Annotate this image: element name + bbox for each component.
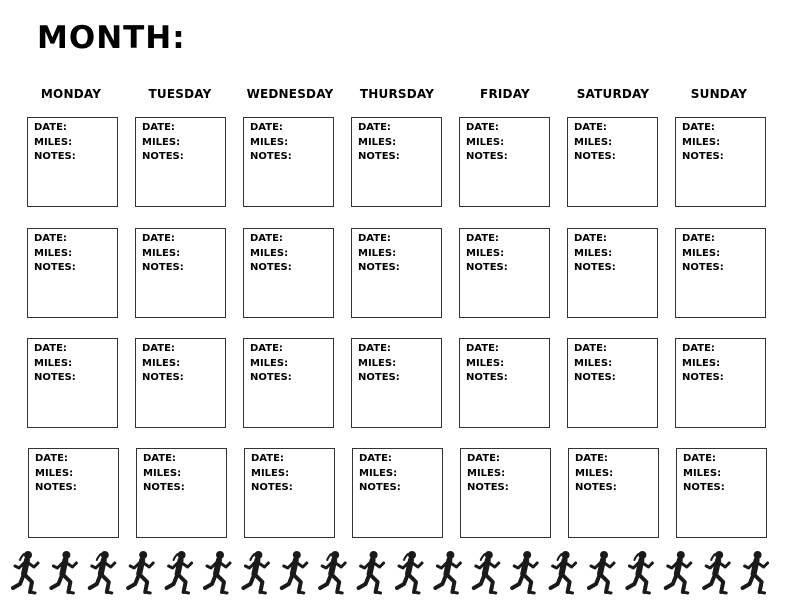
miles-label: MILES: <box>251 467 290 479</box>
miles-label: MILES: <box>574 357 613 369</box>
date-label: DATE: <box>358 343 391 354</box>
day-cell[interactable] <box>460 448 551 538</box>
miles-label: MILES: <box>466 357 505 369</box>
miles-label: MILES: <box>250 247 289 259</box>
miles-label: MILES: <box>359 467 398 479</box>
notes-label: NOTES: <box>358 372 400 383</box>
day-cell[interactable] <box>351 228 442 318</box>
day-cell[interactable] <box>567 338 658 428</box>
date-label: DATE: <box>143 453 176 464</box>
date-label: DATE: <box>574 233 607 244</box>
notes-label: NOTES: <box>250 151 292 162</box>
notes-label: NOTES: <box>358 151 400 162</box>
day-header-wednesday: WEDNESDAY <box>246 87 334 101</box>
runner-icon <box>205 551 230 593</box>
runner-icon <box>589 551 614 593</box>
miles-label: MILES: <box>574 136 613 148</box>
notes-label: NOTES: <box>34 151 76 162</box>
runner-border <box>0 548 794 603</box>
miles-label: MILES: <box>682 136 721 148</box>
day-cell[interactable] <box>675 228 766 318</box>
date-label: DATE: <box>466 343 499 354</box>
runner-icon <box>282 551 307 593</box>
day-header-thursday: THURSDAY <box>359 87 435 101</box>
date-label: DATE: <box>683 453 716 464</box>
date-label: DATE: <box>682 233 715 244</box>
runner-icon <box>359 551 384 593</box>
date-label: DATE: <box>358 122 391 133</box>
runner-icon <box>243 551 268 593</box>
day-cell[interactable] <box>135 338 226 428</box>
day-cell[interactable] <box>244 448 335 538</box>
miles-label: MILES: <box>358 357 397 369</box>
date-label: DATE: <box>682 343 715 354</box>
date-label: DATE: <box>142 343 175 354</box>
notes-label: NOTES: <box>34 372 76 383</box>
day-cell[interactable] <box>243 117 334 207</box>
notes-label: NOTES: <box>467 482 509 493</box>
notes-label: NOTES: <box>143 482 185 493</box>
miles-label: MILES: <box>467 467 506 479</box>
day-cell[interactable] <box>459 117 550 207</box>
day-cell[interactable] <box>351 338 442 428</box>
day-header-sunday: SUNDAY <box>690 87 748 101</box>
runner-icon <box>51 551 76 593</box>
date-label: DATE: <box>574 343 607 354</box>
day-cell[interactable] <box>459 338 550 428</box>
day-cell[interactable] <box>243 228 334 318</box>
runner-icon <box>512 551 537 593</box>
notes-label: NOTES: <box>466 262 508 273</box>
notes-label: NOTES: <box>682 151 724 162</box>
day-cell[interactable] <box>568 448 659 538</box>
date-label: DATE: <box>358 233 391 244</box>
notes-label: NOTES: <box>574 151 616 162</box>
notes-label: NOTES: <box>358 262 400 273</box>
miles-label: MILES: <box>250 136 289 148</box>
date-label: DATE: <box>34 233 67 244</box>
date-label: DATE: <box>250 233 283 244</box>
notes-label: NOTES: <box>142 151 184 162</box>
runner-icon <box>128 551 153 593</box>
date-label: DATE: <box>142 122 175 133</box>
day-cell[interactable] <box>675 338 766 428</box>
notes-label: NOTES: <box>683 482 725 493</box>
notes-label: NOTES: <box>466 372 508 383</box>
miles-label: MILES: <box>358 247 397 259</box>
runner-icon <box>743 551 768 593</box>
day-cell[interactable] <box>567 117 658 207</box>
day-cell[interactable] <box>352 448 443 538</box>
notes-label: NOTES: <box>359 482 401 493</box>
runner-icon <box>13 551 38 593</box>
notes-label: NOTES: <box>682 262 724 273</box>
day-cell[interactable] <box>135 228 226 318</box>
day-cell[interactable] <box>675 117 766 207</box>
day-cell[interactable] <box>676 448 767 538</box>
day-cell[interactable] <box>27 228 118 318</box>
date-label: DATE: <box>250 343 283 354</box>
miles-label: MILES: <box>142 247 181 259</box>
runner-icon <box>435 551 460 593</box>
miles-label: MILES: <box>142 136 181 148</box>
day-cell[interactable] <box>28 448 119 538</box>
day-cell[interactable] <box>135 117 226 207</box>
runner-icon <box>397 551 422 593</box>
date-label: DATE: <box>467 453 500 464</box>
miles-label: MILES: <box>34 136 73 148</box>
miles-label: MILES: <box>682 247 721 259</box>
notes-label: NOTES: <box>574 372 616 383</box>
day-cell[interactable] <box>351 117 442 207</box>
day-cell[interactable] <box>136 448 227 538</box>
month-title[interactable]: MONTH: <box>37 20 186 56</box>
date-label: DATE: <box>35 453 68 464</box>
date-label: DATE: <box>250 122 283 133</box>
day-cell[interactable] <box>459 228 550 318</box>
day-cell[interactable] <box>243 338 334 428</box>
runner-icon <box>704 551 729 593</box>
miles-label: MILES: <box>466 136 505 148</box>
miles-label: MILES: <box>574 247 613 259</box>
runner-icon <box>627 551 652 593</box>
day-header-tuesday: TUESDAY <box>148 87 212 101</box>
miles-label: MILES: <box>466 247 505 259</box>
date-label: DATE: <box>251 453 284 464</box>
runner-icon <box>167 551 192 593</box>
notes-label: NOTES: <box>251 482 293 493</box>
notes-label: NOTES: <box>35 482 77 493</box>
day-header-friday: FRIDAY <box>480 87 530 101</box>
date-label: DATE: <box>466 122 499 133</box>
notes-label: NOTES: <box>575 482 617 493</box>
miles-label: MILES: <box>34 247 73 259</box>
runner-icon <box>90 551 115 593</box>
notes-label: NOTES: <box>682 372 724 383</box>
runner-icon <box>666 551 691 593</box>
date-label: DATE: <box>142 233 175 244</box>
day-cell[interactable] <box>567 228 658 318</box>
miles-label: MILES: <box>358 136 397 148</box>
notes-label: NOTES: <box>250 372 292 383</box>
day-cell[interactable] <box>27 338 118 428</box>
day-header-monday: MONDAY <box>40 87 102 101</box>
miles-label: MILES: <box>683 467 722 479</box>
notes-label: NOTES: <box>574 262 616 273</box>
notes-label: NOTES: <box>466 151 508 162</box>
miles-label: MILES: <box>575 467 614 479</box>
date-label: DATE: <box>34 122 67 133</box>
miles-label: MILES: <box>34 357 73 369</box>
date-label: DATE: <box>682 122 715 133</box>
runner-icon <box>320 551 345 593</box>
day-header-saturday: SATURDAY <box>576 87 650 101</box>
miles-label: MILES: <box>35 467 74 479</box>
miles-label: MILES: <box>682 357 721 369</box>
date-label: DATE: <box>359 453 392 464</box>
date-label: DATE: <box>34 343 67 354</box>
date-label: DATE: <box>466 233 499 244</box>
notes-label: NOTES: <box>142 262 184 273</box>
date-label: DATE: <box>574 122 607 133</box>
runner-icon <box>551 551 576 593</box>
notes-label: NOTES: <box>34 262 76 273</box>
miles-label: MILES: <box>142 357 181 369</box>
day-cell[interactable] <box>27 117 118 207</box>
miles-label: MILES: <box>143 467 182 479</box>
date-label: DATE: <box>575 453 608 464</box>
miles-label: MILES: <box>250 357 289 369</box>
notes-label: NOTES: <box>250 262 292 273</box>
runner-icon <box>474 551 499 593</box>
notes-label: NOTES: <box>142 372 184 383</box>
